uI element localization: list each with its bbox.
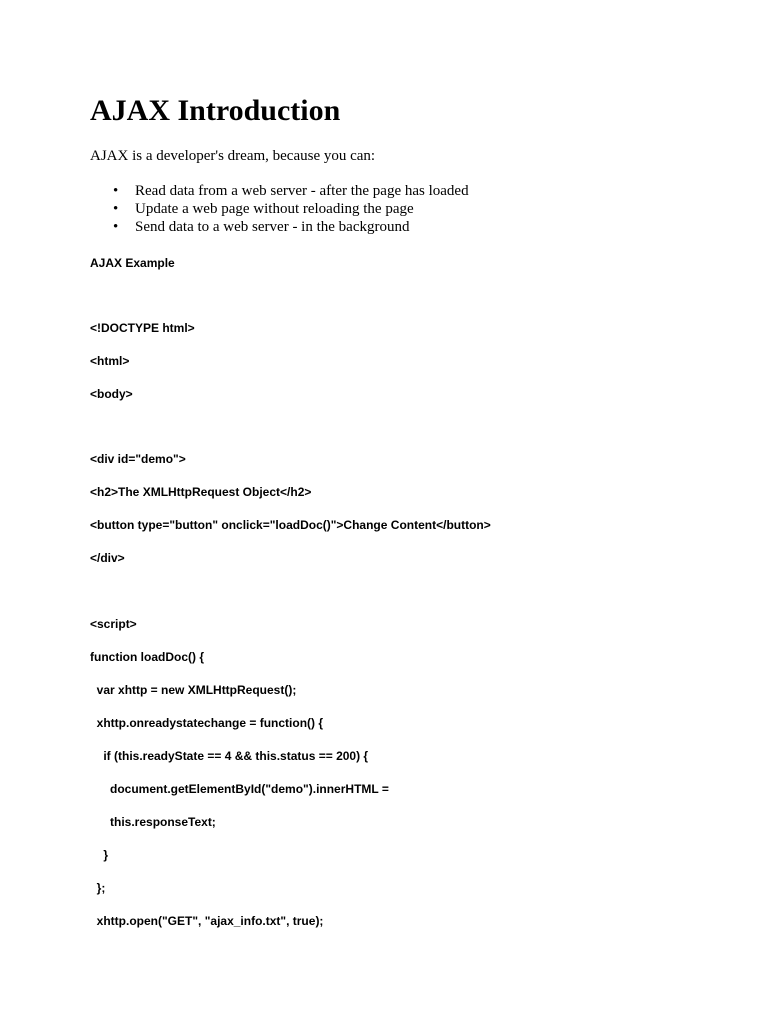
code-line: this.responseText; xyxy=(90,815,216,829)
page-title: AJAX Introduction xyxy=(90,94,341,127)
intro-paragraph: AJAX is a developer's dream, because you can: xyxy=(90,148,376,164)
code-line: } xyxy=(90,848,109,862)
code-line: <script> xyxy=(90,617,137,631)
code-line: </div> xyxy=(90,551,125,565)
code-line: }; xyxy=(90,881,106,895)
code-line: <body> xyxy=(90,387,133,401)
code-line: xhttp.onreadystatechange = function() { xyxy=(90,716,324,730)
code-line: <button type="button" onclick="loadDoc()">Change Content</button> xyxy=(90,518,491,532)
bullet-item: • Read data from a web server - after the page has loaded xyxy=(90,182,469,200)
code-line: <div id="demo"> xyxy=(90,452,186,466)
code-line: if (this.readyState == 4 && this.status == 200) { xyxy=(90,749,369,763)
bullet-item: • Update a web page without reloading the page xyxy=(90,200,469,218)
code-line: <html> xyxy=(90,354,130,368)
code-line: xhttp.open("GET", "ajax_info.txt", true); xyxy=(90,914,324,928)
code-line: <!DOCTYPE html> xyxy=(90,321,195,335)
code-line: function loadDoc() { xyxy=(90,650,204,664)
bullet-list xyxy=(90,182,469,236)
code-line: document.getElementById("demo").innerHTML = xyxy=(90,782,389,796)
example-heading: AJAX Example xyxy=(90,256,175,270)
code-line: var xhttp = new XMLHttpRequest(); xyxy=(90,683,297,697)
code-line: <h2>The XMLHttpRequest Object</h2> xyxy=(90,485,312,499)
bullet-item: • Send data to a web server - in the background xyxy=(90,218,469,236)
